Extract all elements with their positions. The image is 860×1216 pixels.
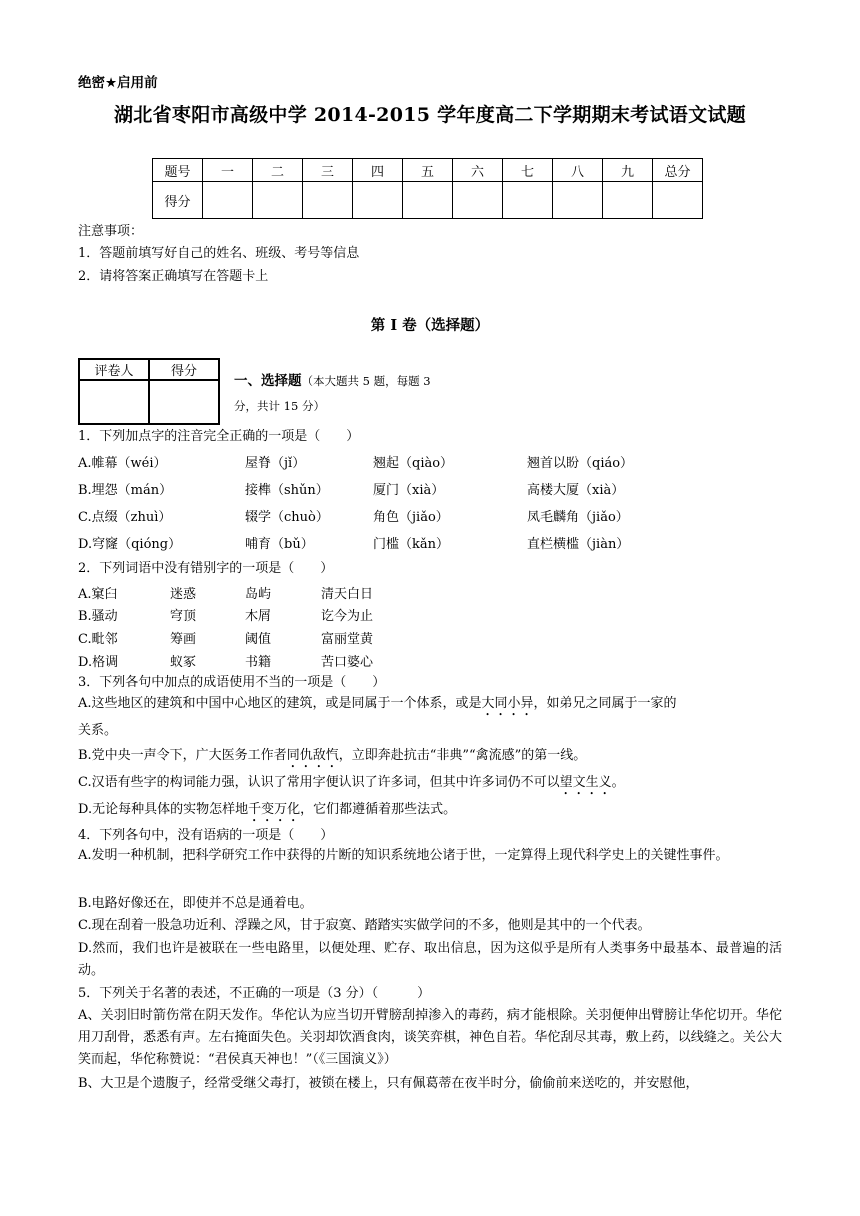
score-cell — [203, 182, 253, 219]
q3-option-b — [78, 745, 782, 771]
q2-option-c2: 筹画 — [170, 632, 197, 647]
q5-option-a: A、关羽旧时箭伤常在阴天发作。华佗认为应当切开臂膀刮掉渗入的毒药，病才能根除。关羽便伸出臂膀让华佗切开。华佗用刀刮骨，悉悉有声。左右掩面失色。关羽却饮酒食肉，谈笑弈棋，神色自若。华佗刮尽其毒，敷上药，以线缝之。关公大笑而起，华佗称赞说：“君侯真天神也！”（《三国演义》） — [78, 1008, 782, 1067]
score-table-header: 题号 — [153, 159, 203, 182]
score-table-header: 七 — [503, 159, 553, 182]
score-table-header: 四 — [353, 159, 403, 182]
q3-option-d-text: D.无论每种具体的实物怎样地 — [78, 802, 249, 817]
q1-option-d1: D.穹窿（qióng） — [78, 537, 182, 552]
q1-option-c2: 辍学（chuò） — [245, 510, 329, 525]
score-table-header: 三 — [303, 159, 353, 182]
part-one-desc: 分，共计 15 分） — [234, 399, 325, 413]
emphasized-idiom: 千变万化 — [248, 802, 301, 817]
q1-option-a3: 翘起（qiào） — [373, 456, 454, 471]
q5-option-b: B、大卫是个遗腹子，经常受继父毒打，被锁在楼上，只有佩葛蒂在夜半时分，偷偷前来送吃的，并安慰他， — [78, 1076, 699, 1091]
q1-option-b3: 厦门（xià） — [373, 483, 445, 498]
score-cell — [653, 182, 703, 219]
q1-option-a1: A.帷幕（wéi） — [78, 456, 167, 471]
part-one-title: 一、选择题 — [234, 373, 302, 389]
exam-title: 湖北省枣阳市高级中学 2014-2015 学年度高二下学期期末考试语文试题 — [114, 104, 746, 126]
score-table-header: 一 — [203, 159, 253, 182]
q2-option-a3: 岛屿 — [245, 587, 272, 602]
q3-option-d — [78, 799, 782, 825]
score-cell — [503, 182, 553, 219]
q3-option-b-text: B.党中央一声令下，广大医务工作者 — [78, 748, 287, 763]
score-cell — [403, 182, 453, 219]
confidential-label: 绝密★启用前 — [78, 75, 158, 91]
grader-cell — [149, 380, 219, 424]
q1-option-b4: 高楼大厦（xià） — [527, 483, 625, 498]
score-table — [152, 158, 703, 219]
q4-option-b: B.电路好像还在，即使并不总是通着电。 — [78, 896, 313, 911]
q2-option-a2: 迷惑 — [170, 587, 197, 602]
score-cell — [353, 182, 403, 219]
q1-option-b1: B.埋怨（mán） — [78, 483, 173, 498]
score-table-header: 六 — [453, 159, 503, 182]
q2-option-b1: B.骚动 — [78, 609, 118, 624]
grader-header: 评卷人 — [79, 359, 149, 380]
emphasized-idiom: 望文生义 — [559, 775, 612, 790]
q4-option-a: A.发明一种机制，把科学研究工作中获得的片断的知识系统地公诸于世，一定算得上现代科学史上的关键性事件。 — [78, 848, 729, 863]
question-stem: 5．下列关于名著的表述，不正确的一项是（3 分）（ ） — [78, 986, 431, 1001]
q1-option-d2: 哺育（bǔ） — [245, 537, 314, 552]
section-title: 第 I 卷（选择题） — [370, 317, 490, 334]
q2-option-d3: 书籍 — [245, 655, 272, 670]
q3-option-b-text: ，立即奔赴抗击“非典”“禽流感”的第一线。 — [338, 748, 587, 763]
question-stem: 2．下列词语中没有错别字的一项是（ ） — [78, 561, 334, 576]
q2-option-c3: 阈值 — [245, 632, 272, 647]
score-table-header: 九 — [603, 159, 653, 182]
q2-option-a4: 清天白日 — [321, 587, 374, 602]
question-stem: 1．下列加点字的注音完全正确的一项是（ ） — [78, 429, 360, 444]
score-table-header: 二 — [253, 159, 303, 182]
notes-item: 1．答题前填写好自己的姓名、班级、考号等信息 — [78, 246, 360, 261]
part-one-heading — [234, 369, 464, 419]
notes-heading: 注意事项： — [78, 224, 144, 239]
score-cell — [303, 182, 353, 219]
q3-option-c-text: C.汉语有些字的构词能力强，认识了常用字便认识了许多词，但其中许多词仍不可以 — [78, 775, 560, 790]
emphasized-idiom: 大同小异 — [481, 696, 534, 711]
q1-option-b2: 接榫（shǔn） — [245, 483, 329, 498]
grader-header: 得分 — [149, 359, 219, 380]
score-table-header: 总分 — [653, 159, 703, 182]
q1-option-d3: 门槛（kǎn） — [373, 537, 450, 552]
score-table-header: 五 — [403, 159, 453, 182]
q1-option-c1: C.点缀（zhuì） — [78, 510, 172, 525]
q2-option-c4: 富丽堂黄 — [321, 632, 374, 647]
q4-option-c: C.现在刮着一股急功近利、浮躁之风，甘于寂寞、踏踏实实做学问的不多，他则是其中的一个代表。 — [78, 918, 651, 933]
q1-option-d4: 直栏横槛（jiàn） — [527, 537, 630, 552]
q1-option-c3: 角色（jiǎo） — [373, 510, 449, 525]
score-cell — [253, 182, 303, 219]
q2-option-a1: A.窠臼 — [78, 587, 118, 602]
q2-option-b3: 木屑 — [245, 609, 272, 624]
grader-cell — [79, 380, 149, 424]
score-cell — [603, 182, 653, 219]
q2-option-b2: 穹顶 — [170, 609, 197, 624]
q3-option-d-text: ，它们都遵循着那些法式。 — [300, 802, 457, 817]
grader-table — [78, 358, 220, 425]
q2-option-d4: 苦口婆心 — [321, 655, 374, 670]
q1-option-a4: 翘首以盼（qiáo） — [527, 456, 634, 471]
part-one-desc: （本大题共 5 题，每题 3 — [301, 374, 431, 388]
q1-option-c4: 凤毛麟角（jiǎo） — [527, 510, 629, 525]
score-cell — [553, 182, 603, 219]
emphasized-idiom: 同仇敌忾 — [286, 748, 339, 763]
q3-option-c — [78, 772, 782, 798]
q3-option-a-cont: 关系。 — [78, 723, 118, 738]
question-stem: 4．下列各句中，没有语病的一项是（ ） — [78, 828, 334, 843]
q2-option-b4: 讫今为止 — [321, 609, 374, 624]
q3-option-a — [78, 693, 782, 719]
q1-option-a2: 屋脊（jǐ） — [245, 456, 306, 471]
notes-item: 2．请将答案正确填写在答题卡上 — [78, 269, 269, 284]
q2-option-d1: D.格调 — [78, 655, 119, 670]
q3-option-a-text: ，如弟兄之同属于一家的 — [533, 696, 677, 711]
score-table-header: 八 — [553, 159, 603, 182]
question-stem: 3．下列各句中加点的成语使用不当的一项是（ ） — [78, 675, 386, 690]
score-cell — [453, 182, 503, 219]
q4-option-d: D.然而，我们也许是被联在一些电路里，以便处理、贮存、取出信息，因为这似乎是所有人类事务中最基本、最普遍的活动。 — [78, 941, 782, 978]
score-row-label: 得分 — [153, 182, 203, 219]
q2-option-c1: C.毗邻 — [78, 632, 118, 647]
q3-option-c-text: 。 — [611, 775, 625, 790]
q2-option-d2: 蚁冢 — [170, 655, 197, 670]
q3-option-a-text: A.这些地区的建筑和中国中心地区的建筑，或是同属于一个体系，或是 — [78, 696, 482, 711]
